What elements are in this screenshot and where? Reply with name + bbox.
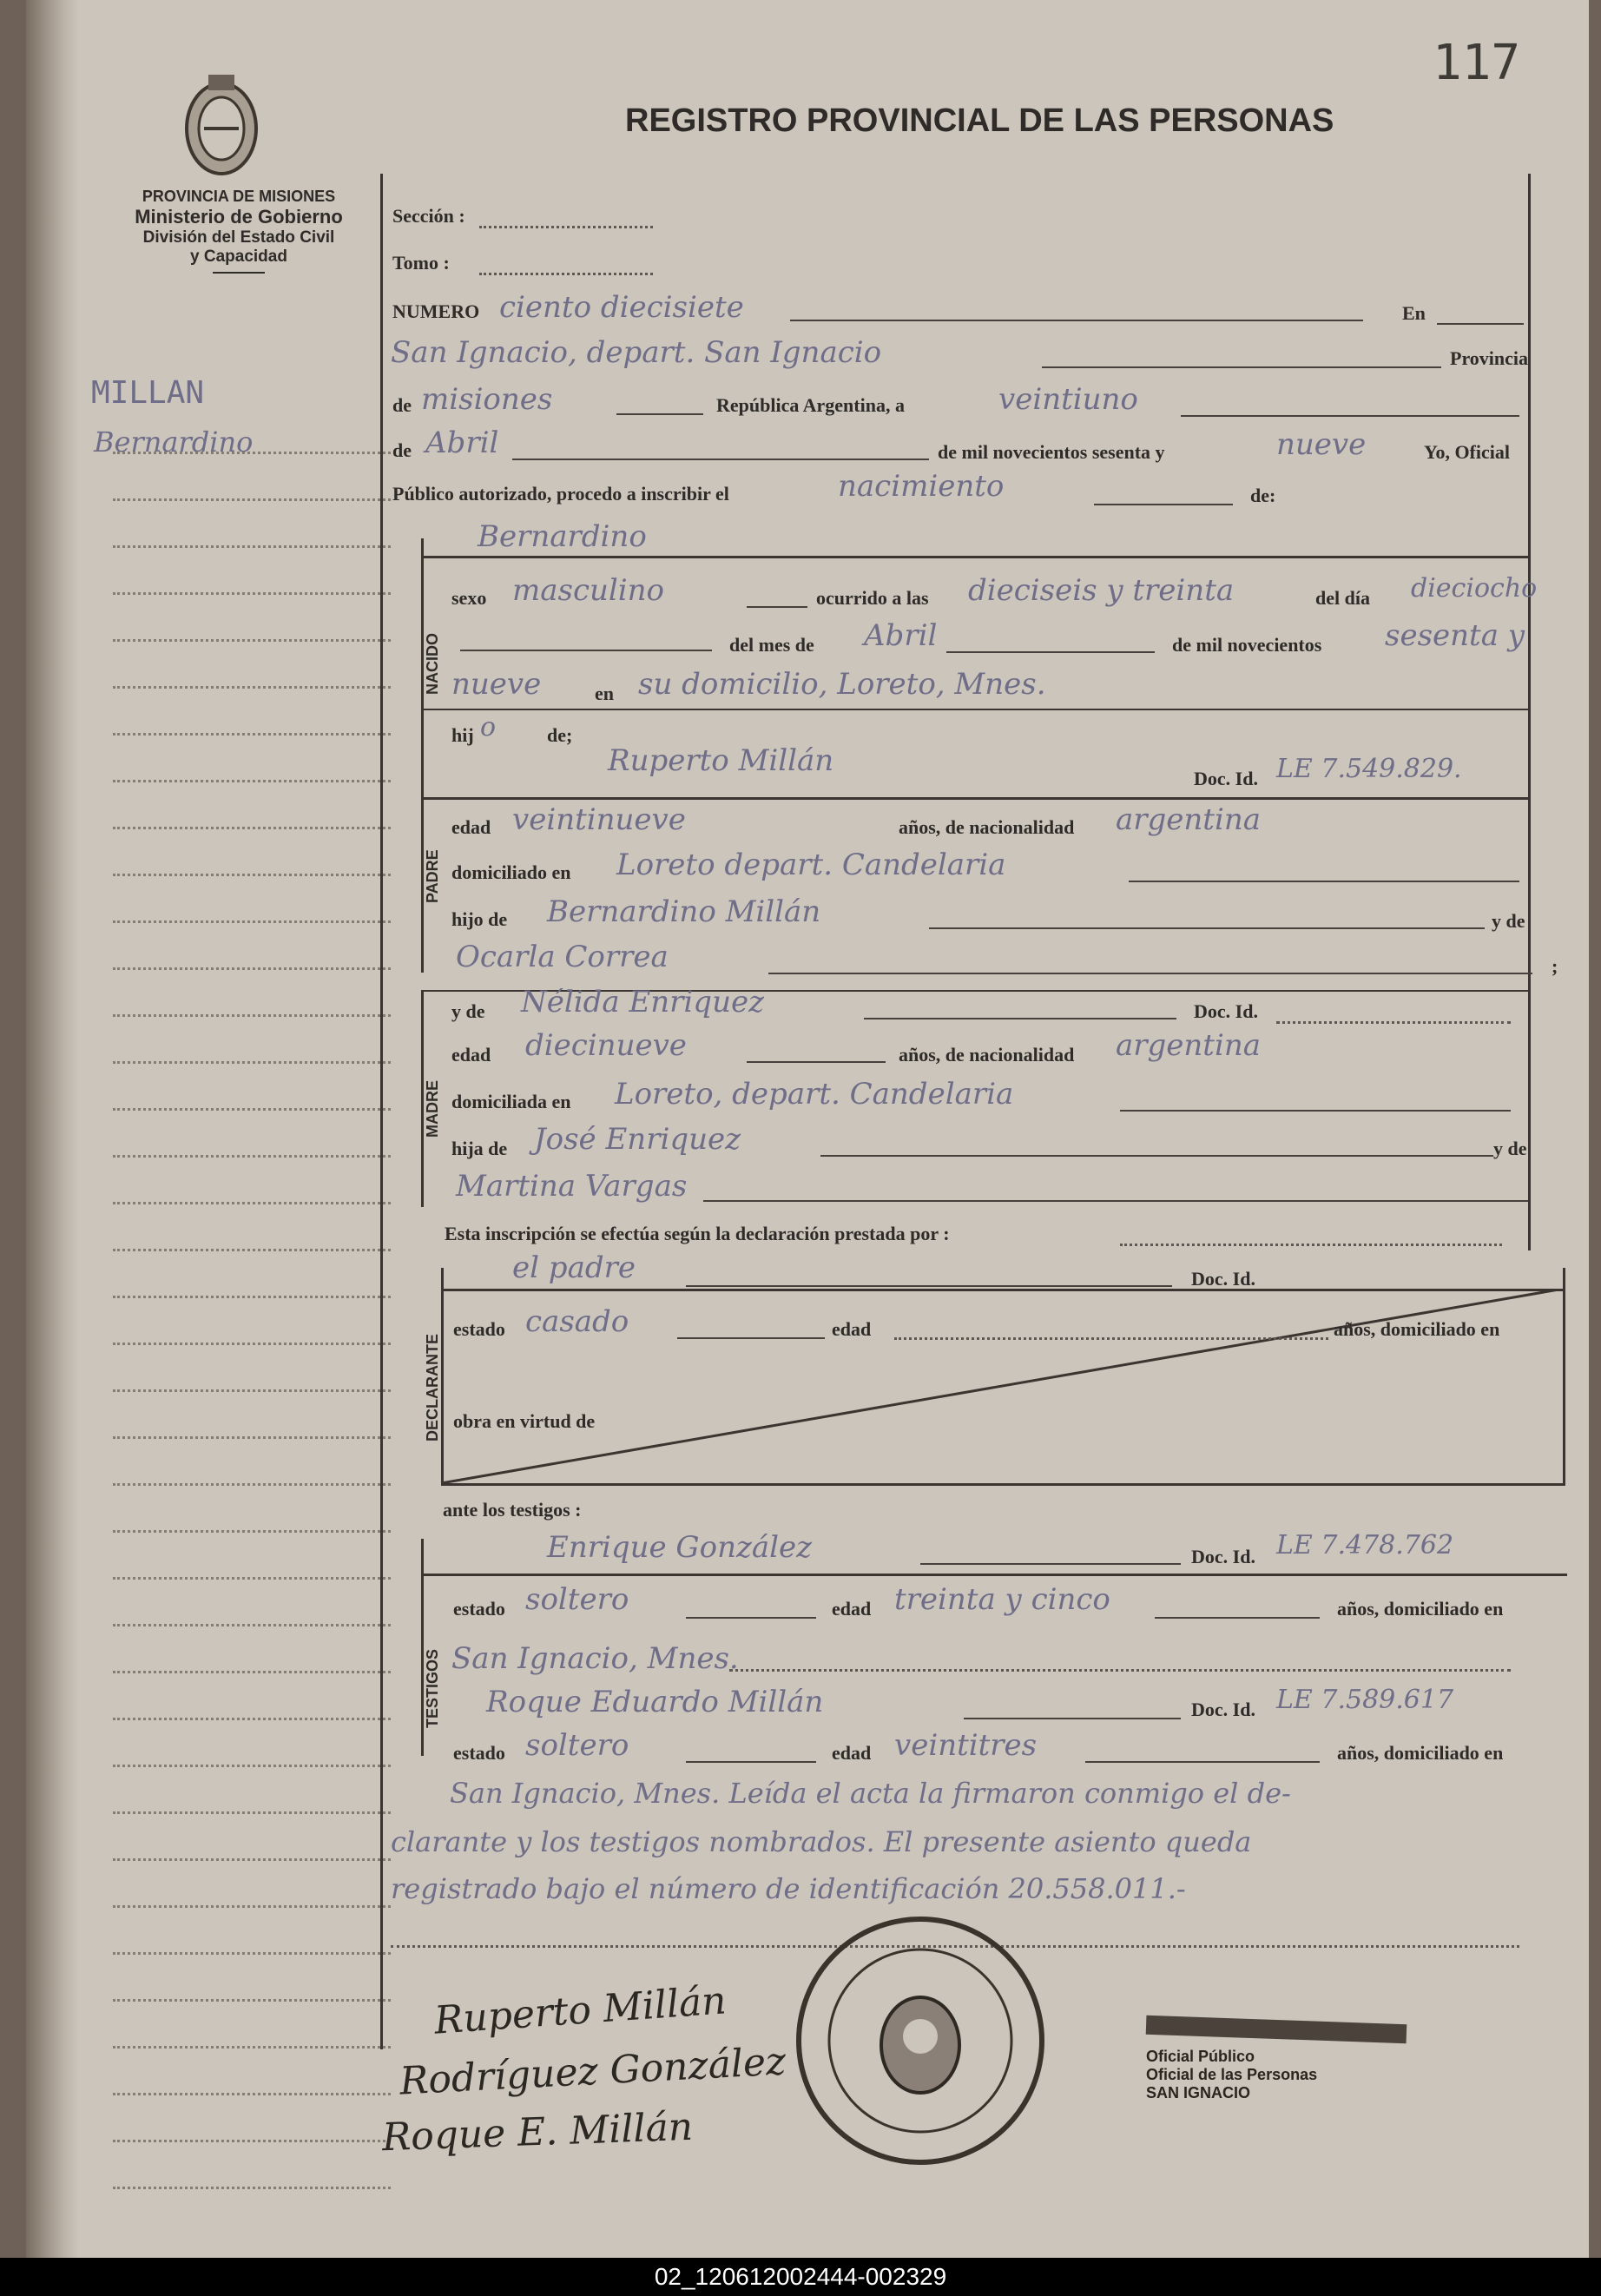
anio-nac-2-value: nueve (451, 667, 542, 702)
padre-madre-line (768, 973, 1532, 974)
declarante-doc-label: Doc. Id. (1191, 1268, 1255, 1290)
testigo1-anos-label: años, domiciliado en (1337, 1598, 1504, 1620)
madre-edad-value: diecinueve (525, 1028, 687, 1063)
margin-rule-line (113, 1811, 391, 1814)
testigo2-edad-label: edad (832, 1742, 872, 1764)
dia-inscripcion-line (1181, 415, 1519, 417)
sexo-label: sexo (451, 587, 487, 609)
margin-rule-line (113, 1108, 391, 1111)
acto-value: nacimiento (838, 469, 1005, 504)
declarante-anos-label: años, domiciliado en (1334, 1318, 1500, 1340)
del-mes-label: del mes de (729, 634, 814, 656)
madre-doc-label: Doc. Id. (1194, 1000, 1258, 1022)
margin-rule-line (113, 2140, 391, 2142)
mes-nac-line (946, 651, 1155, 653)
madre-nac-value: argentina (1116, 1028, 1262, 1063)
stamp-line-1: Oficial Público (1146, 2048, 1255, 2065)
page-title: REGISTRO PROVINCIAL DE LAS PERSONAS (625, 102, 1334, 139)
provincia-line (616, 413, 703, 415)
margin-rule-line (113, 1343, 391, 1345)
declarante-obra-label: obra en virtud de (453, 1410, 596, 1432)
margin-rule-line (113, 686, 391, 689)
madre-nombre-line (864, 1018, 1176, 1019)
margin-rule-line (113, 1249, 391, 1251)
margin-rule-line (113, 920, 391, 923)
de-mil-label: de mil novecientos sesenta y (938, 441, 1165, 463)
margin-rule-line (113, 2093, 391, 2095)
madre-hija-label: hija de (451, 1138, 508, 1159)
testigo1-doc-value: LE 7.478.762 (1276, 1530, 1454, 1560)
margin-rule-line (113, 780, 391, 782)
anio-nac-1-value: sesenta y (1385, 618, 1525, 653)
numero-value: ciento diecisiete (499, 290, 744, 325)
right-border (1528, 174, 1531, 1250)
margin-rule-line (113, 1671, 391, 1673)
declarante-edad-label: edad (832, 1318, 872, 1340)
padre-doc-label: Doc. Id. (1194, 768, 1258, 789)
margin-rule-line (113, 1155, 391, 1158)
margin-rule-line (113, 967, 391, 970)
margin-rule-line (113, 639, 391, 642)
hora-value: dieciseis y treinta (968, 573, 1235, 608)
declaracion-field (1120, 1244, 1502, 1246)
padre-edad-label: edad (451, 816, 491, 838)
dia-nac-value: dieciocho (1411, 573, 1538, 604)
signature-father: Ruperto Millán (432, 1978, 728, 2043)
signature-witness-2: Roque E. Millán (381, 2104, 694, 2161)
de-colon-label: de: (1250, 485, 1276, 506)
testigo1-dom-value: San Ignacio, Mnes. (451, 1641, 739, 1676)
testigo1-nombre-value: Enrique González (547, 1530, 813, 1565)
issuer-block (122, 188, 356, 274)
margin-rule-line (113, 1296, 391, 1298)
page-number: 117 (1433, 35, 1521, 91)
madre-padre-line (820, 1155, 1493, 1157)
closing-line-1: San Ignacio, Mnes. Leída el acta la firmaron conmigo el de- (450, 1777, 1291, 1810)
padre-nombre-value: Ruperto Millán (608, 743, 834, 778)
madre-edad-label: edad (451, 1044, 491, 1066)
margin-rule-line (113, 498, 391, 501)
signature-witness-1: Rodríguez González (398, 2039, 787, 2104)
stamp-line-2: Oficial de las Personas (1146, 2066, 1318, 2083)
margin-rule-line (113, 2046, 391, 2049)
dia-inscripcion-value: veintiuno (998, 382, 1138, 417)
margin-surname: MILLAN (91, 375, 205, 411)
seccion-field (479, 226, 653, 228)
testigo1-estado-label: estado (453, 1598, 505, 1620)
testigo1-dom-field (729, 1669, 1511, 1672)
testigo2-estado-line (686, 1761, 816, 1763)
nombre-value: Bernardino (478, 519, 647, 554)
testigo1-edad-value: treinta y cinco (894, 1582, 1110, 1617)
section-padre: PADRE (424, 849, 441, 903)
padre-dom-value: Loreto depart. Candelaria (616, 848, 1006, 882)
esta-inscripcion-label: Esta inscripción se efectúa según la declaración prestada por : (445, 1223, 950, 1244)
coat-of-arms-icon (174, 68, 269, 181)
del-dia-label: del día (1315, 587, 1370, 609)
padre-hijo-label: hijo de (451, 908, 508, 930)
sexo-value: masculino (512, 573, 665, 608)
testigo2-edad-value: veintitres (894, 1728, 1038, 1763)
padre-dom-line (1129, 881, 1519, 882)
book-binding (26, 0, 78, 2258)
declarante-estado-label: estado (453, 1318, 505, 1340)
yo-oficial-label: Yo, Oficial (1424, 441, 1510, 463)
padre-box-top (421, 797, 1528, 800)
anio-value: nueve (1276, 427, 1367, 462)
testigo2-estado-value: soltero (525, 1728, 629, 1763)
madre-y-de-label: y de (451, 1000, 485, 1022)
margin-rule-line (113, 1858, 391, 1861)
margin-given-name: Bernardino (94, 426, 254, 459)
margin-rule-line (113, 1999, 391, 2002)
stamp-line-3: SAN IGNACIO (1146, 2084, 1251, 2101)
en-lower-label: en (595, 683, 614, 704)
issuer-province: PROVINCIA DE MISIONES (142, 188, 336, 205)
de-label-2: de (392, 439, 412, 461)
round-seal-icon (790, 1910, 1051, 2171)
nacido-box-bottom (421, 709, 1528, 710)
padre-y-de-label: y de (1492, 910, 1525, 932)
provincia-value: misiones (421, 382, 553, 417)
issuer-ministry: Ministerio de Gobierno (135, 206, 343, 228)
testigo2-doc-value: LE 7.589.617 (1276, 1685, 1454, 1715)
madre-doc-field (1276, 1021, 1511, 1024)
padre-madre-value: Ocarla Correa (456, 940, 669, 974)
margin-rule-line (113, 1765, 391, 1767)
madre-nombre-value: Nélida Enriquez (521, 985, 765, 1019)
closing-line-3: registrado bajo el número de identificación 20.558.011.- (391, 1872, 1186, 1905)
testigo1-estado-value: soltero (525, 1582, 629, 1617)
testigo1-estado-line (686, 1617, 816, 1619)
hij-label: hij (451, 724, 474, 746)
madre-y-de-2-label: y de (1493, 1138, 1527, 1159)
margin-rule-line (113, 733, 391, 736)
closing-line-2: clarante y los testigos nombrados. El presente asiento queda (391, 1825, 1252, 1858)
issuer-division: División del Estado Civil (142, 228, 335, 247)
padre-edad-value: veintinueve (512, 802, 686, 837)
margin-rule-line (113, 1905, 391, 1908)
madre-dom-value: Loreto, depart. Candelaria (615, 1077, 1014, 1112)
margin-rule-line (113, 1436, 391, 1439)
de-label: de (392, 394, 412, 416)
padre-anos-label: años, de nacionalidad (899, 816, 1075, 838)
testigo1-nombre-line (920, 1563, 1181, 1565)
republica-label: República Argentina, a (716, 394, 905, 416)
declarante-value: el padre (512, 1250, 636, 1285)
nacido-box-top (421, 556, 1528, 558)
mes-inscripcion-value: Abril (425, 426, 499, 460)
de-semi-label: de; (547, 724, 573, 746)
tomo-field (479, 273, 653, 275)
lugar-value: San Ignacio, depart. San Ignacio (391, 335, 882, 370)
madre-padre-value: José Enriquez (534, 1122, 741, 1157)
en-label: En (1402, 302, 1426, 324)
provincia-label: Provincia (1450, 347, 1529, 369)
de-mil-nov-label: de mil novecientos (1172, 634, 1322, 656)
margin-rule-line (113, 1061, 391, 1064)
margin-border (380, 174, 383, 2049)
numero-line (790, 320, 1363, 321)
madre-madre-value: Martina Vargas (456, 1169, 688, 1204)
padre-nac-value: argentina (1116, 802, 1262, 837)
lugar-nac-value: su domicilio, Loreto, Mnes. (638, 667, 1046, 702)
testigo2-nombre-line (964, 1718, 1181, 1719)
section-declarante: DECLARANTE (424, 1334, 441, 1442)
margin-rule-line (113, 1624, 391, 1626)
tomo-label: Tomo : (392, 252, 450, 274)
mes-nac-value: Abril (864, 618, 938, 653)
section-testigos: TESTIGOS (424, 1648, 441, 1728)
declarante-edad-field (894, 1337, 1328, 1340)
padre-padre-value: Bernardino Millán (547, 894, 821, 929)
margin-rule-line (113, 592, 391, 595)
margin-rule-line (113, 1952, 391, 1955)
margin-rule-line (113, 2187, 391, 2189)
margin-rule-line (113, 1718, 391, 1720)
margin-rule-line (113, 1202, 391, 1204)
padre-padre-line (929, 927, 1485, 929)
padre-semicolon: ; (1552, 955, 1558, 977)
declarante-estado-line (677, 1337, 825, 1339)
mes-inscripcion-line (512, 459, 929, 460)
ante-testigos-label: ante los testigos : (443, 1499, 582, 1521)
hij-suffix-value: o (480, 712, 497, 742)
publico-label: Público autorizado, procedo a inscribir el (392, 483, 729, 505)
padre-dom-label: domiciliado en (451, 861, 571, 883)
margin-rule-line (113, 827, 391, 829)
testigo2-doc-label: Doc. Id. (1191, 1699, 1255, 1720)
official-stamp (1146, 2020, 1433, 2124)
declarante-estado-value: casado (525, 1304, 629, 1339)
testigo2-estado-label: estado (453, 1742, 505, 1764)
madre-dom-line (1120, 1110, 1511, 1112)
sexo-line (747, 606, 807, 608)
section-madre: MADRE (424, 1080, 441, 1138)
testigo2-nombre-value: Roque Eduardo Millán (486, 1685, 824, 1719)
testigo2-anos-label: años, domiciliado en (1337, 1742, 1504, 1764)
section-nacido: NACIDO (424, 633, 441, 695)
madre-dom-label: domiciliada en (451, 1091, 571, 1112)
testigo1-doc-label: Doc. Id. (1191, 1546, 1255, 1567)
document-page (26, 0, 1589, 2258)
madre-madre-line (703, 1200, 1528, 1202)
seccion-label: Sección : (392, 205, 465, 227)
declarante-line (686, 1285, 1172, 1287)
lugar-line (1042, 366, 1441, 368)
testigo1-edad-label: edad (832, 1598, 872, 1620)
del-mes-line (460, 650, 712, 651)
issuer-capacity: y Capacidad (190, 247, 287, 266)
margin-rule-line (113, 874, 391, 876)
testigos-box-top (421, 1574, 1567, 1576)
margin-rule-line (113, 1577, 391, 1580)
margin-rule-line (113, 1389, 391, 1392)
padre-doc-value: LE 7.549.829. (1276, 754, 1462, 784)
acto-line (1094, 504, 1233, 505)
testigo2-edad-line (1085, 1761, 1320, 1763)
ocurrido-label: ocurrido a las (816, 587, 929, 609)
en-line (1437, 323, 1524, 325)
image-caption: 02_120612002444-002329 (0, 2258, 1601, 2296)
testigo1-edad-line (1155, 1617, 1320, 1619)
margin-rule-line (113, 1530, 391, 1533)
madre-anos-label: años, de nacionalidad (899, 1044, 1075, 1066)
margin-rule-line (113, 1014, 391, 1017)
margin-rule-line (113, 1483, 391, 1486)
numero-label: NUMERO (392, 300, 480, 322)
margin-rule-line (113, 545, 391, 548)
madre-edad-line (747, 1061, 886, 1063)
